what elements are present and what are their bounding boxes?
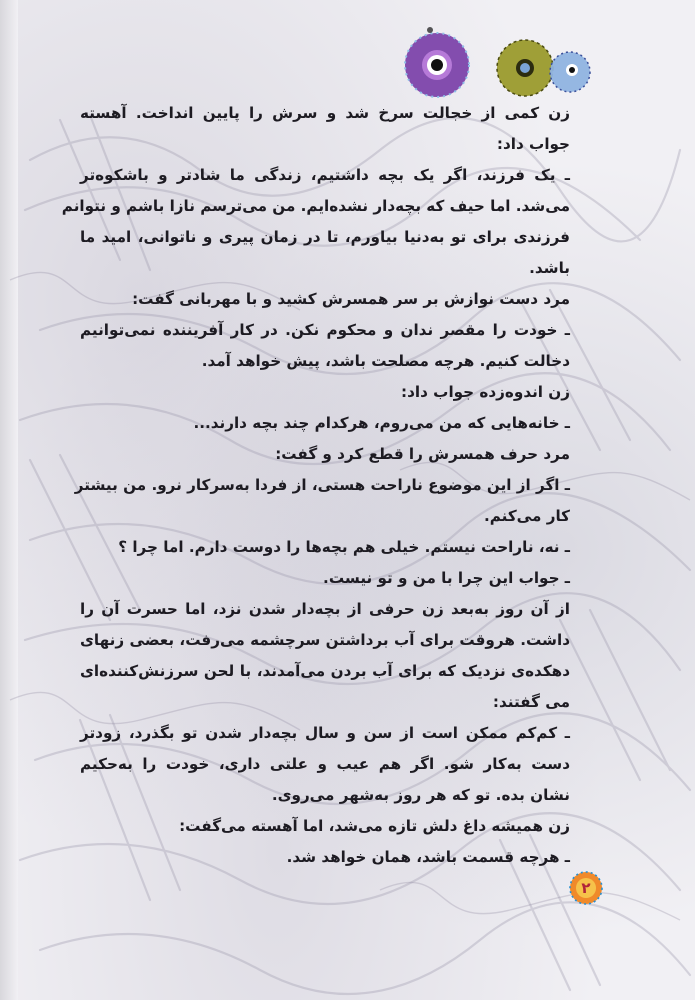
text-line: ـ نه، ناراحت نیستم. خیلی هم بچه‌ها را دوست دارم. اما چرا ؟: [118, 538, 570, 556]
text-line: دخالت کنیم. هرچه مصلحت باشد، پیش خواهد آمد.: [201, 352, 570, 370]
decorative-circles: [400, 20, 600, 110]
text-line: باشد.: [529, 259, 570, 277]
blue-circle-icon: [550, 52, 590, 92]
text-line: مرد حرف همسرش را قطع کرد و گفت:: [275, 445, 570, 463]
text-line: زن همیشه داغ دلش تازه می‌شد، اما آهسته می‌گفت:: [179, 817, 570, 835]
page-number: ۲: [581, 879, 591, 897]
purple-circle-icon: [405, 27, 469, 97]
text-line: ـ اگر از این موضوع ناراحت هستی، از فردا به‌سرکار نرو. من بیشتر: [74, 476, 570, 494]
text-line: زن کمی از خجالت سرخ شد و سرش را پایین انداخت. آهسته: [80, 104, 570, 122]
text-line: ـ جواب این چرا با من و تو نیست.: [323, 569, 570, 587]
page-number-badge: [568, 870, 604, 906]
text-line: دهکده‌ی نزدیک که برای آب بردن می‌آمدند، با لحن سرزنش‌کننده‌ای: [80, 662, 570, 680]
text-line: ـ کم‌کم ممکن است از سن و سال بچه‌دار شدن تو بگذرد، زودتر: [80, 724, 570, 742]
story-text: [61, 98, 570, 873]
text-line: جواب داد:: [496, 135, 570, 153]
text-line: مرد دست نوازش بر سر همسرش کشید و با مهربانی گفت:: [132, 290, 570, 308]
text-line: داشت. هروقت برای آب برداشتن سرچشمه می‌رفت، بعضی زنهای: [80, 631, 570, 649]
text-line: ـ هرچه قسمت باشد، همان خواهد شد.: [286, 848, 570, 866]
text-line: از آن روز به‌بعد زن حرفی از بچه‌دار شدن نزد، اما حسرت آن را: [80, 600, 570, 618]
text-line: ـ یک فرزند، اگر یک بچه داشتیم، زندگی ما شادتر و باشکوه‌تر: [80, 166, 570, 184]
text-line: ـ خودت را مقصر ندان و محکوم نکن. در کار آفریننده نمی‌توانیم: [80, 321, 570, 339]
text-line: کار می‌کنم.: [483, 507, 570, 525]
text-line: می گفتند:: [492, 693, 570, 711]
text-line: فرزندی برای تو به‌دنیا بیاورم، تا در زمان پیری و ناتوانی، امید ما: [80, 228, 570, 246]
text-line: دست به‌کار شو. اگر هم عیب و علتی داری، خودت را به‌حکیم: [80, 755, 570, 773]
text-line: زن اندوه‌زده جواب داد:: [401, 383, 570, 401]
olive-circle-icon: [497, 40, 553, 96]
text-line: می‌شد. اما حیف که بچه‌دار نشده‌ایم. من می‌ترسم نازا باشم و نتوانم: [61, 197, 570, 215]
text-line: نشان بده. تو که هر روز به‌شهر می‌روی.: [271, 786, 570, 804]
text-line: ـ خانه‌هایی که من می‌روم، هرکدام چند بچه دارند...: [193, 414, 570, 432]
